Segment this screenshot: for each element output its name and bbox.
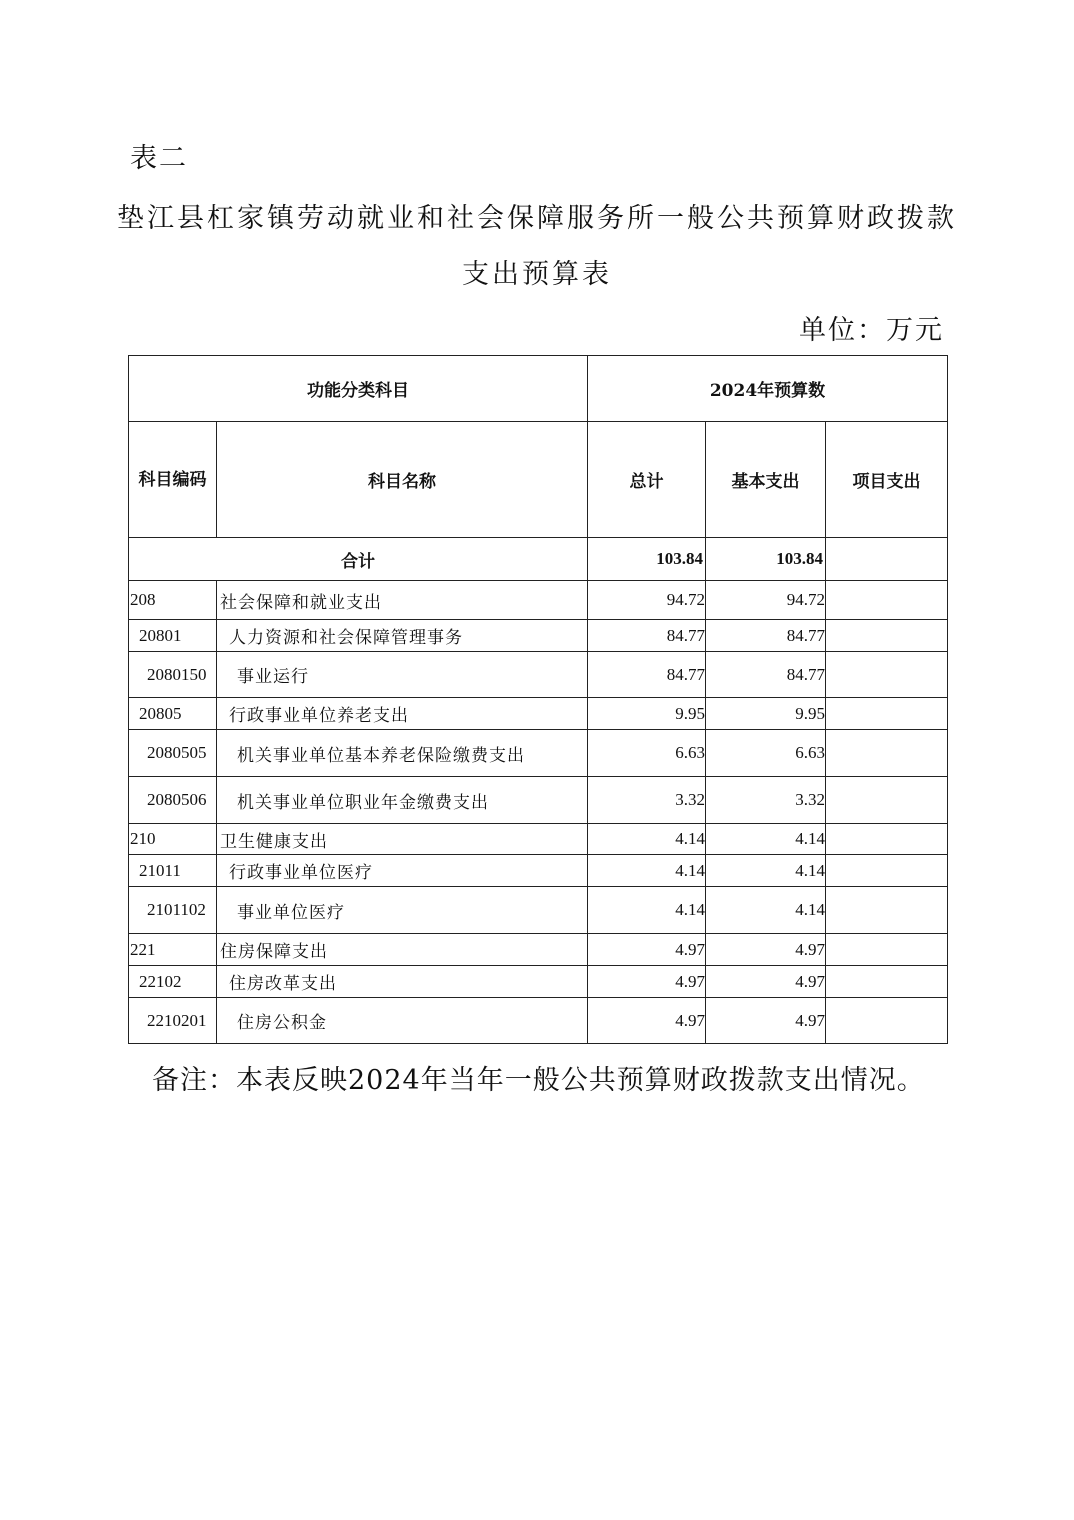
table-row [129, 652, 948, 698]
row-code: 20801 [129, 620, 217, 652]
row-project [826, 698, 948, 730]
row-basic: 3.32 [706, 777, 826, 824]
row-project [826, 855, 948, 887]
header-subject-code: 科目编码 [129, 422, 217, 538]
row-total: 6.63 [588, 730, 706, 777]
row-total: 9.95 [588, 698, 706, 730]
document-title-line-2: 支出预算表 [462, 259, 612, 290]
row-code: 21011 [129, 855, 217, 887]
document-title-line-1: 垫江县杠家镇劳动就业和社会保障服务所一般公共预算财政拨款 [117, 203, 957, 234]
header-basic-expense: 基本支出 [706, 422, 826, 538]
row-basic: 4.97 [706, 934, 826, 966]
header-budget-year: 2024年预算数 [588, 356, 948, 422]
row-project [826, 652, 948, 698]
row-code: 20805 [129, 698, 217, 730]
row-project [826, 934, 948, 966]
row-basic: 94.72 [706, 581, 826, 620]
unit-label: 单位：万元 [799, 315, 944, 346]
row-total: 84.77 [588, 620, 706, 652]
table-label: 表二 [130, 143, 188, 174]
row-total: 3.32 [588, 777, 706, 824]
table-row [129, 934, 948, 966]
row-code: 2080506 [129, 777, 217, 824]
row-project [826, 887, 948, 934]
row-basic: 4.97 [706, 998, 826, 1044]
row-basic: 84.77 [706, 620, 826, 652]
row-total: 4.97 [588, 934, 706, 966]
row-code: 210 [129, 824, 217, 855]
row-project [826, 777, 948, 824]
row-basic: 6.63 [706, 730, 826, 777]
row-code: 221 [129, 934, 217, 966]
table-row [129, 620, 948, 652]
row-name: 住房公积金 [217, 998, 588, 1044]
row-total: 4.14 [588, 824, 706, 855]
row-name: 机关事业单位基本养老保险缴费支出 [217, 730, 588, 777]
header-subject-name: 科目名称 [217, 422, 588, 538]
row-name: 事业运行 [217, 652, 588, 698]
row-total: 4.14 [588, 855, 706, 887]
row-basic: 4.14 [706, 824, 826, 855]
row-name: 卫生健康支出 [217, 824, 588, 855]
row-project [826, 581, 948, 620]
row-code: 2210201 [129, 998, 217, 1044]
header-columns-row [129, 422, 948, 538]
row-code: 208 [129, 581, 217, 620]
row-project [826, 824, 948, 855]
row-basic: 9.95 [706, 698, 826, 730]
row-project [826, 998, 948, 1044]
row-name: 社会保障和就业支出 [217, 581, 588, 620]
table-row [129, 824, 948, 855]
header-functional-category: 功能分类科目 [129, 356, 588, 422]
total-label: 合计 [129, 538, 588, 581]
row-name: 行政事业单位养老支出 [217, 698, 588, 730]
row-total: 4.97 [588, 966, 706, 998]
total-project [826, 538, 948, 581]
budget-table [128, 355, 948, 1044]
table-row [129, 998, 948, 1044]
row-name: 事业单位医疗 [217, 887, 588, 934]
table-row [129, 855, 948, 887]
row-project [826, 620, 948, 652]
row-total: 94.72 [588, 581, 706, 620]
table-row [129, 698, 948, 730]
row-total: 4.97 [588, 998, 706, 1044]
header-total: 总计 [588, 422, 706, 538]
row-project [826, 730, 948, 777]
table-row [129, 966, 948, 998]
row-basic: 4.14 [706, 887, 826, 934]
row-basic: 84.77 [706, 652, 826, 698]
table-row [129, 777, 948, 824]
footnote: 备注：本表反映2024年当年一般公共预算财政拨款支出情况。 [152, 1065, 925, 1096]
row-code: 2101102 [129, 887, 217, 934]
table-row [129, 887, 948, 934]
total-row [129, 538, 948, 581]
header-project-expense: 项目支出 [826, 422, 948, 538]
row-project [826, 966, 948, 998]
total-amount: 103.84 [588, 538, 706, 581]
row-total: 4.14 [588, 887, 706, 934]
table-row [129, 730, 948, 777]
row-total: 84.77 [588, 652, 706, 698]
row-name: 住房改革支出 [217, 966, 588, 998]
header-group-row [129, 356, 948, 422]
row-code: 22102 [129, 966, 217, 998]
row-name: 人力资源和社会保障管理事务 [217, 620, 588, 652]
row-basic: 4.97 [706, 966, 826, 998]
row-name: 机关事业单位职业年金缴费支出 [217, 777, 588, 824]
row-code: 2080505 [129, 730, 217, 777]
table-row [129, 581, 948, 620]
row-code: 2080150 [129, 652, 217, 698]
row-name: 住房保障支出 [217, 934, 588, 966]
row-basic: 4.14 [706, 855, 826, 887]
total-basic: 103.84 [706, 538, 826, 581]
row-name: 行政事业单位医疗 [217, 855, 588, 887]
